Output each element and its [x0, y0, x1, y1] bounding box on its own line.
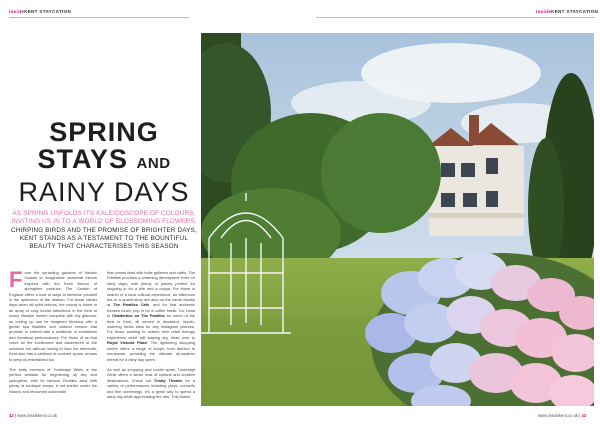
paragraph-text: As well as shopping and foodie spots, Tunbridge Wells offers a whole host of cultural and creative destinations. Check out [107, 366, 195, 383]
hero-photo [201, 33, 594, 406]
paragraph [9, 267, 97, 362]
standfirst-dark: CHIRPING BIRDS AND THE PROMISE OF BRIGHTER DAYS, KENT STANDS AS A TESTAMENT TO THE BOUNTIFUL BEAUTY THAT CHARACTERISES THIS SEASON [10, 226, 198, 251]
title-stays: STAYS [37, 144, 129, 174]
article-title [9, 119, 199, 207]
venue-name: Royal Victoria Place [107, 340, 148, 346]
title-line-1: SPRING [49, 117, 159, 147]
page-number: 43 [581, 413, 587, 418]
header-rule-left [9, 17, 189, 18]
drop-cap: F [9, 267, 23, 292]
standfirst-pink: AS SPRING UNFOLDS ITS KALEIDOSCOPE OF COLOURS, INVITING US IN TO A WORLD OF BLOSSOMING FLOWERS, [11, 210, 197, 226]
standfirst [9, 210, 199, 251]
paragraph [107, 367, 195, 399]
header-brand: inside [536, 9, 552, 14]
paragraph [107, 270, 195, 362]
paragraph-text: rom the sprawling gardens of historic houses to imaginative seasonal menus inspired with the fresh flavour of springtime produce, The Garden of England offers a host of ways to immerse yourself in the splendour of the season. For those rainier days when off-spirit indoors, the county is home to an array of cosy tourist attractions in the form of luxury lifestyle homes complete with big glamour, so curling up can be imagined frivolous with a gentle spa facilities and cultural venues that promise to enthral with a multitude of exhibitions and theatrical performances. For those of us that crave all the excitement and adventures of the outdoors but without having to face the elements, Kent also has a plethora of covered sports venues to keep us entertained too. [9, 270, 97, 362]
header-brand: inside [9, 9, 25, 14]
header-rule-right [316, 17, 595, 18]
footer-right: www.insidekent.co.uk | 43 [538, 413, 587, 418]
header-section: KENT STAYCATION [24, 9, 72, 14]
running-header-left [9, 9, 71, 14]
body-column-1 [9, 267, 97, 399]
paragraph: The leafy environs of Tunbridge Wells is the perfect antidote for brightening up any and springtime, with its famous Pantiles area with plenty of boutique shops, it not shelter under the historic and renowned colonnade [9, 366, 97, 394]
venue-name: The Pantiles Café [113, 302, 150, 308]
paragraph-text: for some of the best in Kent, all served in decadent, mouth-watering treats ideal for any Instagram pictures. For those wanting to extend their retail therapy experience while still staying dry, head over to [107, 313, 196, 340]
footer-url: www.insidekent.co.uk [538, 413, 579, 418]
paragraph-text: for a variety of performances including plays, concerts and film screenings. It's a great way to spend a rainy day while appreciating the arts. This March, [107, 377, 195, 399]
paragraph-text: that comes lined with indie galleries and cafés. The Pantiles provides a charming atmosphere even on rainy days, with plenty of places perfect for stopping in for a bite and a cuppa. For those in search of a local cultural experience, an afternoon tea or a quaint shop are also on the cards nearby at [107, 270, 195, 308]
title-and: AND [136, 155, 171, 172]
title-line-3: RAINY DAYS [18, 177, 190, 207]
footer-url: www.insidekent.co.uk [17, 413, 58, 418]
venue-name: Chatterbox on The Pantiles [112, 313, 165, 319]
paragraph-text: , and for that authentic Kentish touch, pop in for a coffee break. Go, head to [107, 302, 195, 319]
header-section: KENT STAYCATION [551, 9, 599, 14]
page-number: 42 [9, 413, 14, 418]
footer-left: 42 | www.insidekent.co.uk [9, 413, 58, 418]
body-column-2 [107, 270, 195, 404]
paragraph-text: . The lightening shopping centre offers a range of shops, from fashion to homeware, providing the ultimate all-weather retreat for a rainy day spent. [107, 340, 195, 362]
title-line-2 [9, 146, 199, 177]
venue-name: Trinity Theatre [153, 377, 183, 383]
running-header-right [536, 9, 598, 14]
